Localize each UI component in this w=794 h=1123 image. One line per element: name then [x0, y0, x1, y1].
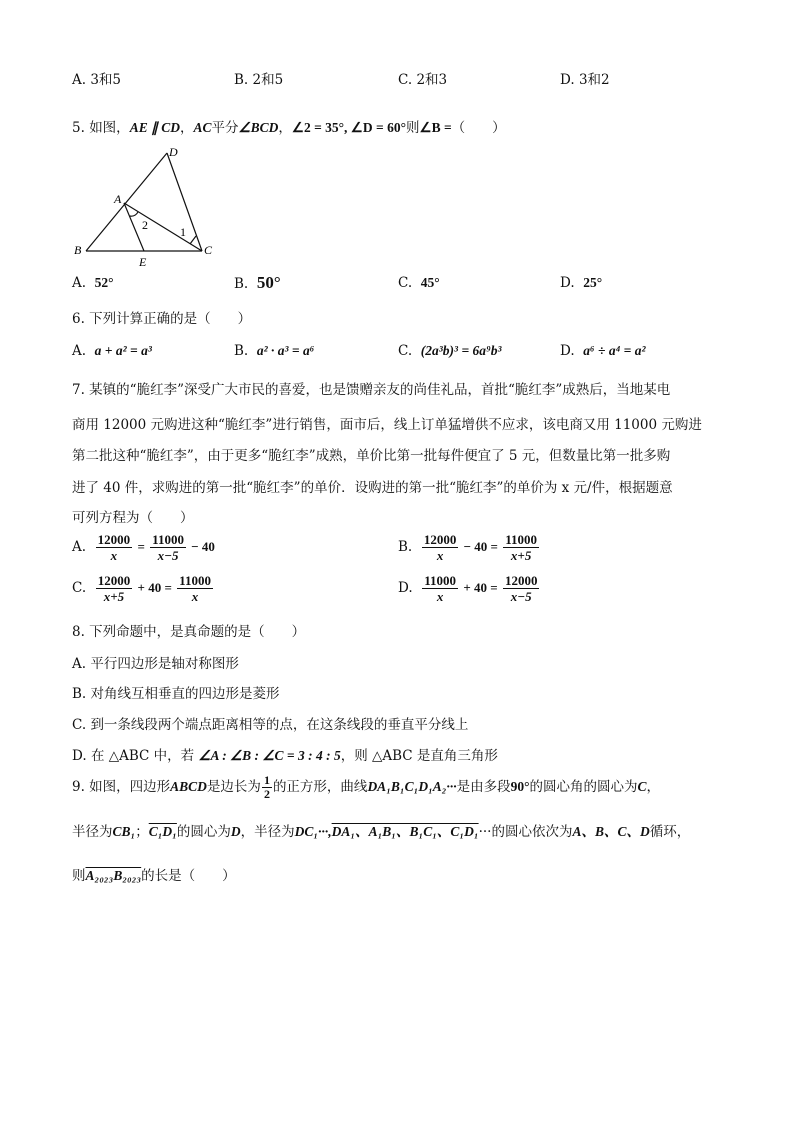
q9-center-c: C — [637, 779, 647, 794]
q9-abcd: ABCD — [170, 779, 207, 794]
q9-half-num: 1 — [263, 773, 270, 787]
q7-a-den1: x — [110, 548, 118, 563]
q4-option-c-letter: C. — [398, 72, 413, 88]
q7-d-mid: + 40 = — [463, 580, 498, 595]
q7-option-b — [398, 532, 540, 563]
q5-cond-bisect: 平分 — [211, 120, 239, 136]
q7-c-fraction-2 — [177, 573, 213, 604]
q5-cond-angle-bcd: ∠BCD — [238, 120, 279, 135]
q5-option-d — [560, 275, 602, 291]
q9-line-2 — [72, 820, 690, 840]
q5-cond-ac: AC — [193, 120, 212, 135]
q6-option-c-letter: C. — [398, 343, 413, 359]
q8-option-d-post: ，则 △ABC 是直角三角形 — [340, 748, 498, 764]
q6-option-d-letter: D. — [560, 343, 575, 359]
q9-l1-f: ， — [646, 779, 661, 795]
q9-centers: A、B、C、D — [572, 824, 650, 839]
q8-option-d-letter: D. — [72, 748, 87, 764]
q8-option-a-letter: A. — [72, 656, 87, 672]
q4-option-c-text: 2和3 — [416, 72, 448, 88]
label-b: B — [74, 243, 82, 257]
q6-option-b-text: a² · a³ = a⁶ — [256, 343, 315, 358]
q5-option-a-letter: A. — [72, 275, 87, 291]
q8-option-b-letter: B. — [72, 686, 87, 702]
q5-then: 则 — [405, 120, 420, 136]
q7-option-b-letter: B. — [398, 539, 413, 555]
q5-triangle-figure — [68, 140, 228, 270]
q7-option-a — [72, 532, 215, 563]
q7-line-4: 进了 40 件，求购进的第一批“脆红李”的单价．设购进的第一批“脆红李”的单价为 x 元/件，根据题意 — [72, 480, 673, 496]
label-a: A — [114, 192, 122, 206]
q7-b-fraction-1 — [422, 532, 459, 563]
q7-c-num1: 12000 — [97, 573, 131, 588]
q5-number: 5. — [72, 120, 85, 136]
q8-option-c — [72, 713, 468, 733]
q9-dc1: DC₁···, — [294, 824, 332, 839]
label-c: C — [204, 243, 213, 257]
q7-option-c — [72, 573, 214, 604]
q9-half-den: 2 — [263, 787, 270, 801]
q9-arcs: DA₁、A₁B₁、B₁C₁、C₁D₁ — [331, 824, 479, 839]
q9-cb1: CB₁ — [112, 824, 136, 839]
q9-arc-c1d1: C₁D₁ — [148, 824, 177, 839]
q4-option-d — [560, 68, 610, 88]
q4-option-d-letter: D. — [560, 72, 575, 88]
q9-arc-a2023-b2023: A₂₀₂₃B₂₀₂₃ — [85, 868, 142, 883]
segment-ae — [124, 203, 144, 251]
q7-a-fraction-2 — [150, 532, 186, 563]
q7-b-mid: − 40 = — [463, 539, 498, 554]
q7-option-a-letter: A. — [72, 539, 87, 555]
q7-a-tail: − 40 — [191, 539, 215, 554]
q5-cond-parallel: AE ∥ CD — [129, 120, 180, 135]
q7-option-c-letter: C. — [72, 580, 87, 596]
q6-option-b-letter: B. — [234, 343, 249, 359]
q7-a-num2: 11000 — [152, 532, 184, 547]
q9-half-fraction — [262, 774, 272, 801]
q6-option-d — [560, 343, 646, 359]
q9-l2-c: 的圆心为 — [176, 824, 231, 840]
q5-option-c — [398, 275, 440, 291]
q7-a-op: = — [137, 539, 145, 554]
q9-l2-b: ； — [135, 824, 149, 840]
q9-l1-b: 是边长为 — [206, 779, 261, 795]
q7-c-fraction-1 — [96, 573, 133, 604]
q6-option-b — [234, 343, 314, 359]
q4-option-c — [398, 68, 447, 88]
q4-option-b-text: 2和5 — [252, 72, 284, 88]
q5-option-c-text: 45° — [420, 275, 440, 290]
q5-option-c-letter: C. — [398, 275, 413, 291]
q4-option-b — [234, 68, 283, 88]
label-e: E — [139, 255, 147, 269]
q7-d-fraction-1 — [422, 573, 458, 604]
q5-option-a — [72, 275, 114, 291]
q7-line-5: 可列方程为（ ） — [72, 510, 194, 526]
q8-option-b — [72, 682, 280, 702]
q5-ask: ∠B = — [419, 120, 452, 135]
q5-option-b-letter: B. — [234, 276, 249, 292]
q9-l1-c: 的正方形，曲线 — [272, 779, 368, 795]
q6-option-d-text: a⁶ ÷ a⁴ = a² — [583, 343, 646, 358]
q7-d-den2: x−5 — [510, 589, 532, 604]
q7-b-num2: 11000 — [505, 532, 538, 547]
q5-lead: 如图， — [89, 120, 130, 136]
angle-1-arc — [190, 236, 196, 244]
q7-line-3: 第二批这种“脆红李”，由于更多“脆红李”成熟，单价比第一批每件便宜了 5 元，但数量比第一批多购 — [72, 448, 671, 464]
q9-center-d: D — [230, 824, 241, 839]
q9-degree: 90° — [510, 779, 530, 794]
q7-line-2: 商用 12000 元购进这种“脆红李”进行销售，面市后，线上订单猛增供不应求，该电商又用 11000 元购进 — [72, 417, 702, 433]
q9-curve: DA₁B₁C₁D₁A₂··· — [367, 779, 457, 794]
q9-line-1 — [72, 774, 660, 801]
q6-option-a-text: a + a² = a³ — [94, 343, 152, 358]
q7-line-1: 7. 某镇的“脆红李”深受广大市民的喜爱，也是馈赠亲友的尚佳礼品，首批“脆红李”成熟后，当地某电 — [72, 382, 671, 398]
q5-option-d-letter: D. — [560, 275, 575, 291]
label-angle-2: 2 — [142, 218, 148, 232]
q4-option-a-text: 3和5 — [90, 72, 122, 88]
q4-option-a-letter: A. — [72, 72, 87, 88]
q7-option-d — [398, 573, 540, 604]
q7-d-fraction-2 — [503, 573, 540, 604]
q9-l2-e: ···的圆心依次为 — [478, 824, 573, 840]
q5-stem — [72, 116, 506, 136]
q8-option-c-text: 到一条线段两个端点距离相等的点，在这条线段的垂直平分线上 — [90, 717, 469, 733]
q6-option-c-text: (2a³b)³ = 6a⁹b³ — [420, 343, 502, 358]
q8-stem: 8. 下列命题中，是真命题的是（ ） — [72, 624, 306, 640]
q5-sep2: ， — [278, 120, 292, 136]
q8-option-a — [72, 652, 239, 672]
label-d: D — [169, 145, 178, 159]
q8-option-d — [72, 744, 498, 764]
label-angle-1: 1 — [180, 225, 186, 239]
q9-l2-g: 循环， — [649, 824, 691, 840]
q5-option-b-text: 50° — [256, 273, 281, 292]
q7-c-num2: 11000 — [179, 573, 211, 588]
q7-c-den1: x+5 — [103, 589, 125, 604]
q9-l1-d: 是由多段 — [456, 779, 511, 795]
q7-b-den1: x — [436, 548, 444, 563]
angle-2-arc — [130, 212, 138, 216]
q9-l2-d: ，半径为 — [240, 824, 295, 840]
q5-option-d-text: 25° — [583, 275, 603, 290]
q7-d-num2: 12000 — [504, 573, 538, 588]
q7-b-num1: 12000 — [423, 532, 457, 547]
q7-b-fraction-2 — [503, 532, 539, 563]
q6-stem: 6. 下列计算正确的是（ ） — [72, 311, 252, 327]
q4-option-a — [72, 68, 121, 88]
q8-option-c-letter: C. — [72, 717, 87, 733]
q5-cond-angles: ∠2 = 35°, ∠D = 60° — [291, 120, 406, 135]
q8-option-a-text: 平行四边形是轴对称图形 — [90, 656, 239, 672]
q7-c-den2: x — [191, 589, 199, 604]
q7-b-den2: x+5 — [510, 548, 532, 563]
q8-option-d-pre: 在 △ABC 中，若 — [90, 748, 199, 764]
q5-option-a-text: 52° — [94, 275, 114, 290]
q9-l1-e: 的圆心角的圆心为 — [529, 779, 638, 795]
q9-line-3 — [72, 864, 236, 884]
q9-l3-a: 则 — [72, 868, 86, 884]
q7-d-num1: 11000 — [424, 573, 457, 588]
q8-option-d-math: ∠A : ∠B : ∠C = 3 : 4 : 5 — [198, 748, 341, 763]
q8-option-b-text: 对角线互相垂直的四边形是菱形 — [90, 686, 280, 702]
q4-option-b-letter: B. — [234, 72, 249, 88]
q6-option-a — [72, 343, 152, 359]
q5-paren: （ ） — [451, 120, 506, 136]
q7-a-fraction-1 — [96, 532, 133, 563]
q9-l2-a: 半径为 — [72, 824, 113, 840]
q7-d-den1: x — [436, 589, 444, 604]
q5-sep1: ， — [179, 120, 194, 136]
q5-option-b — [234, 273, 281, 293]
q7-a-den2: x−5 — [157, 548, 179, 563]
q7-option-d-letter: D. — [398, 580, 413, 596]
segment-bd — [86, 153, 167, 251]
q6-option-c — [398, 343, 502, 359]
q4-option-d-text: 3和2 — [578, 72, 610, 88]
q9-l3-b: 的长是（ ） — [141, 868, 236, 884]
q9-l1-a: 9. 如图，四边形 — [72, 779, 171, 795]
q7-c-mid: + 40 = — [137, 580, 172, 595]
q6-option-a-letter: A. — [72, 343, 87, 359]
q7-a-num1: 12000 — [97, 532, 131, 547]
